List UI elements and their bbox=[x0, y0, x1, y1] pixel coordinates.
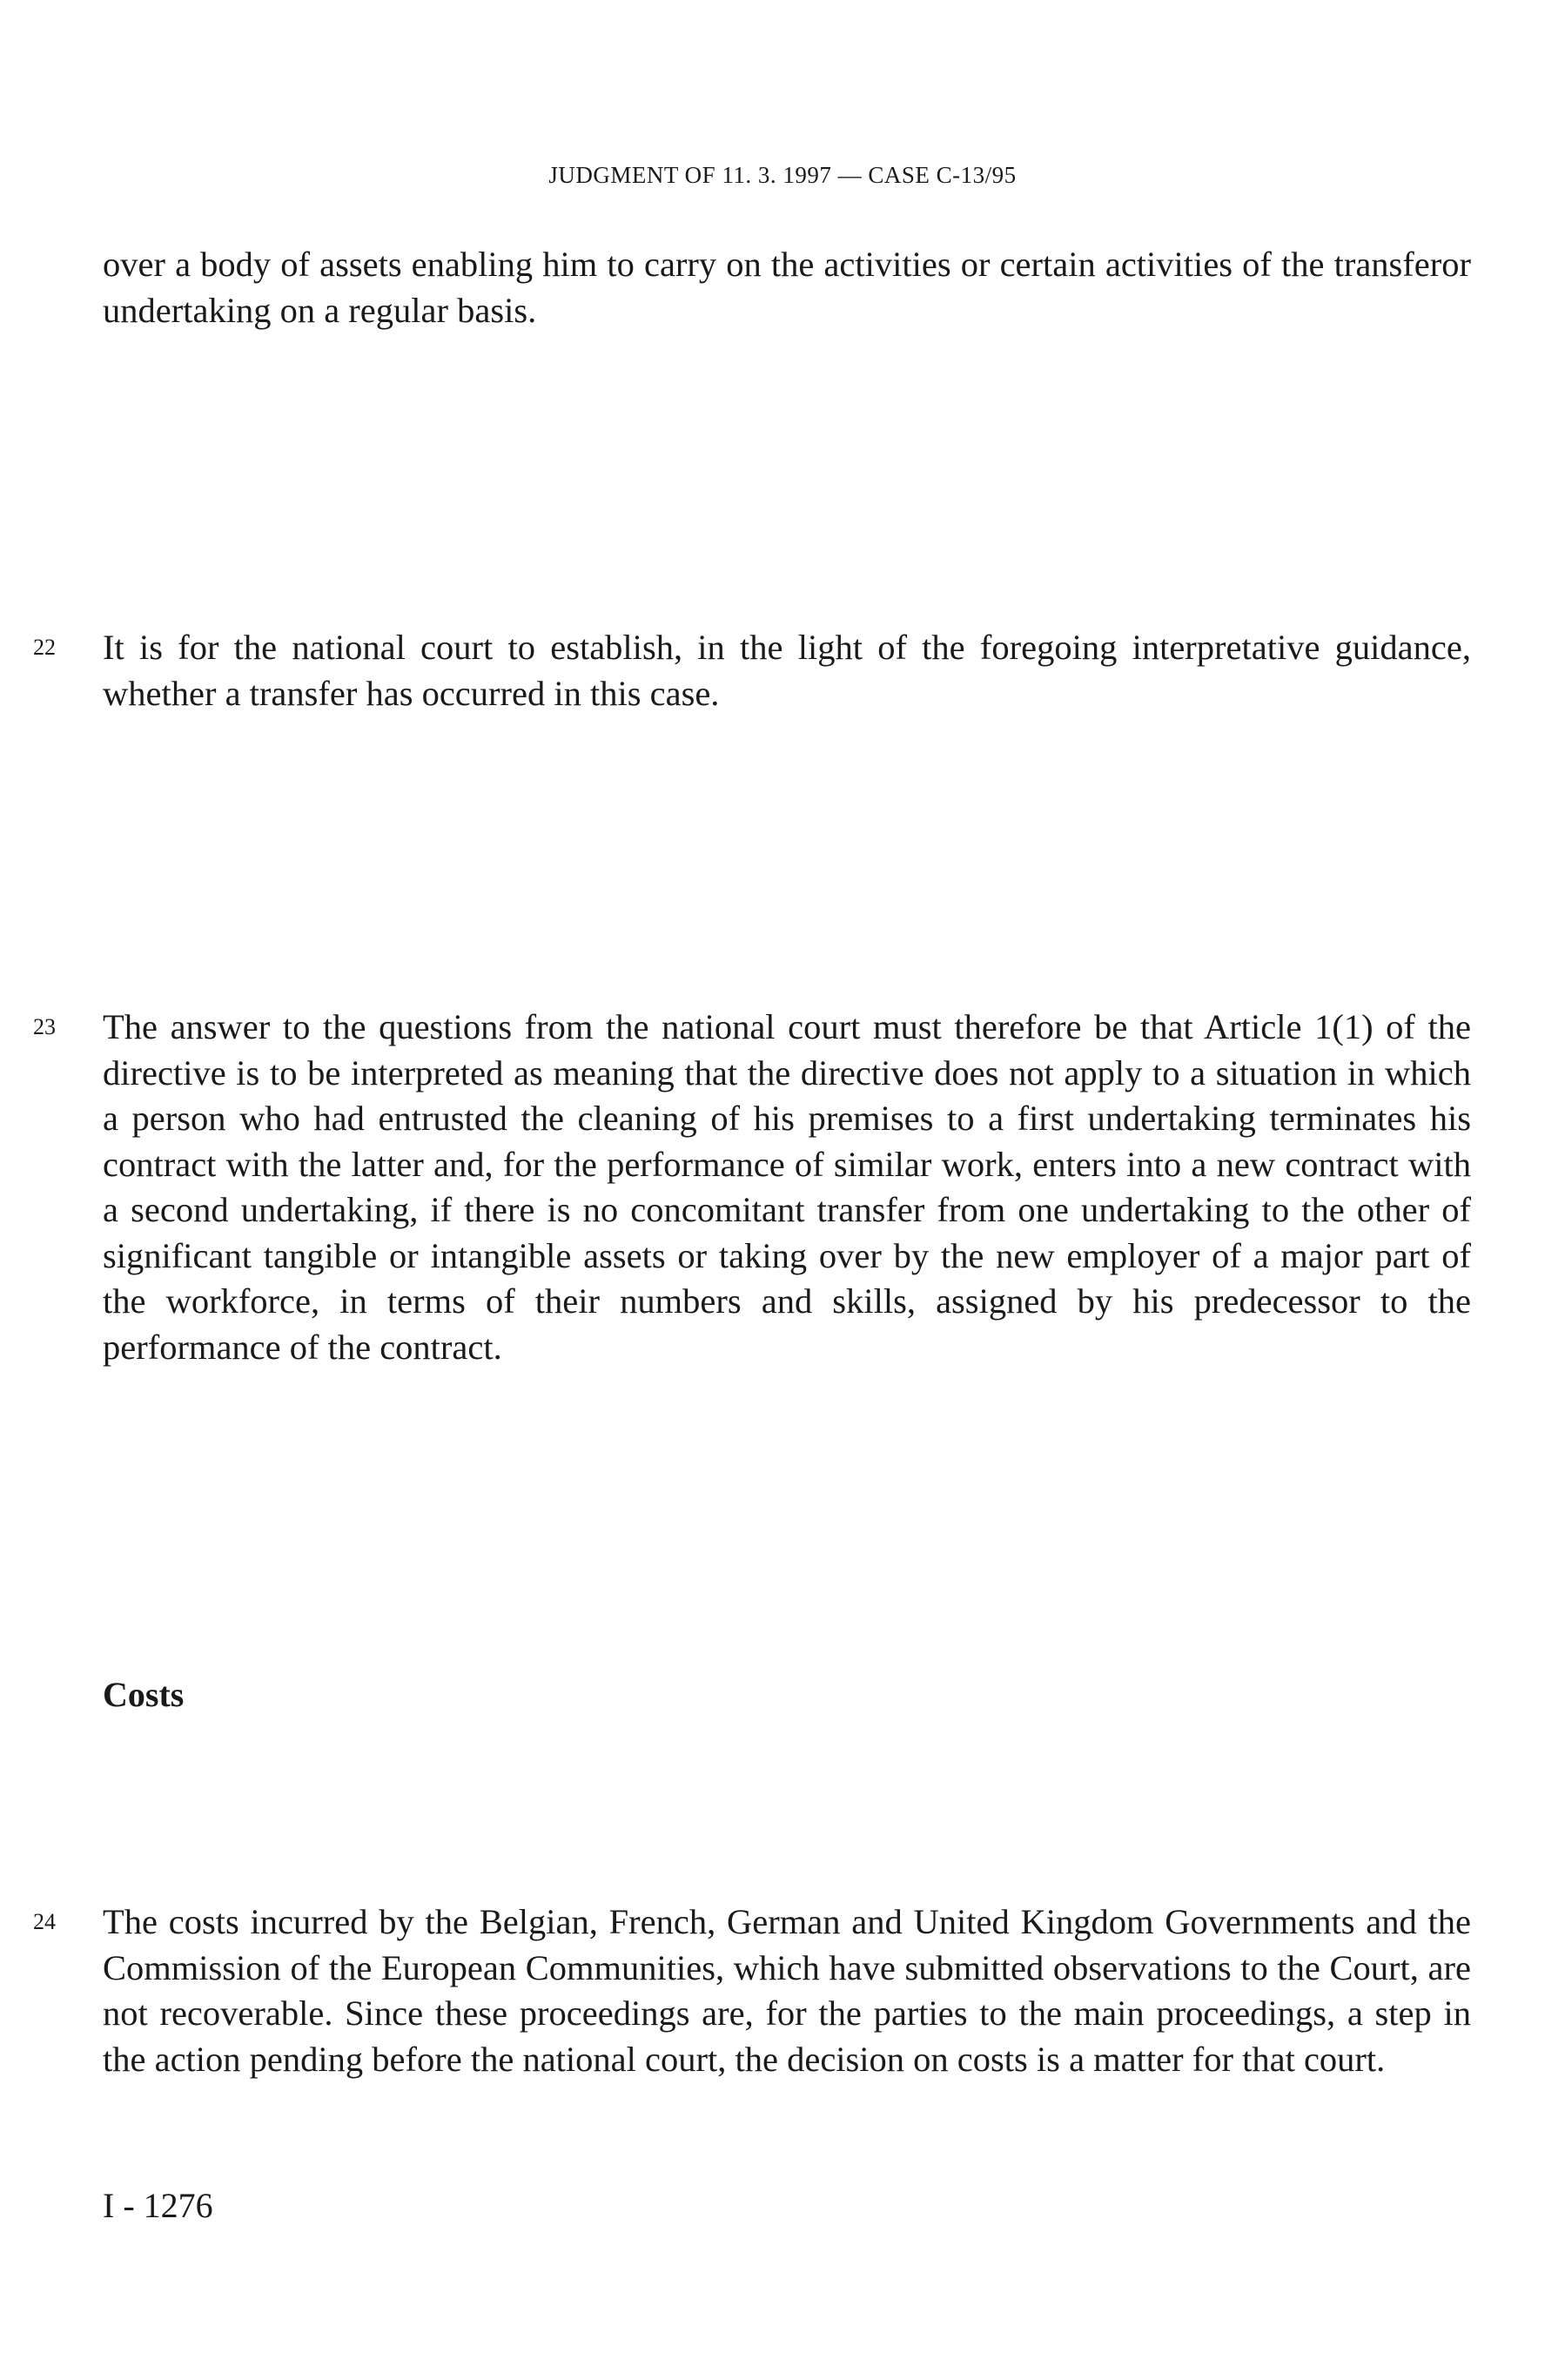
paragraph-22: It is for the national court to establish, in the light of the foregoing interpretative guidance, whether a transfer has occurred in this case. bbox=[103, 628, 1471, 713]
page-number: I - 1276 bbox=[103, 2186, 213, 2225]
paragraph-number-22: 22 bbox=[33, 635, 56, 660]
section-heading-costs: Costs bbox=[103, 1675, 185, 1714]
paragraph-24: The costs incurred by the Belgian, French, German and United Kingdom Governments and the Commission of the European Communities, which have submitted observations to the Court, are not recoverable. Since these proceedings are, for the parties to the main proceedings, a step in the action pending before the national court, the decision on costs is a matter for that court. bbox=[103, 1902, 1471, 2079]
paragraph-number-24: 24 bbox=[33, 1909, 56, 1934]
paragraph-continuation: over a body of assets enabling him to carry on the activities or certain activities of the transferor undertaking on a regular basis. bbox=[103, 245, 1471, 330]
paragraph-number-23: 23 bbox=[33, 1014, 56, 1039]
paragraph-23: The answer to the questions from the national court must therefore be that Article 1(1) of the directive is to be interpreted as meaning that the directive does not apply to a situation in which a person who had entrusted the cleaning of his premises to a first undertaking terminates his contract with the latter and, for the performance of similar work, enters into a new contract with a second undertaking, if there is no concomitant transfer from one undertaking to the other of significant tangible or intangible assets or taking over by the new employer of a major part of the workforce, in terms of their numbers and skills, assigned by his predecessor to the performance of the contract. bbox=[103, 1007, 1471, 1367]
running-header: JUDGMENT OF 11. 3. 1997 — CASE C-13/95 bbox=[548, 162, 1017, 188]
